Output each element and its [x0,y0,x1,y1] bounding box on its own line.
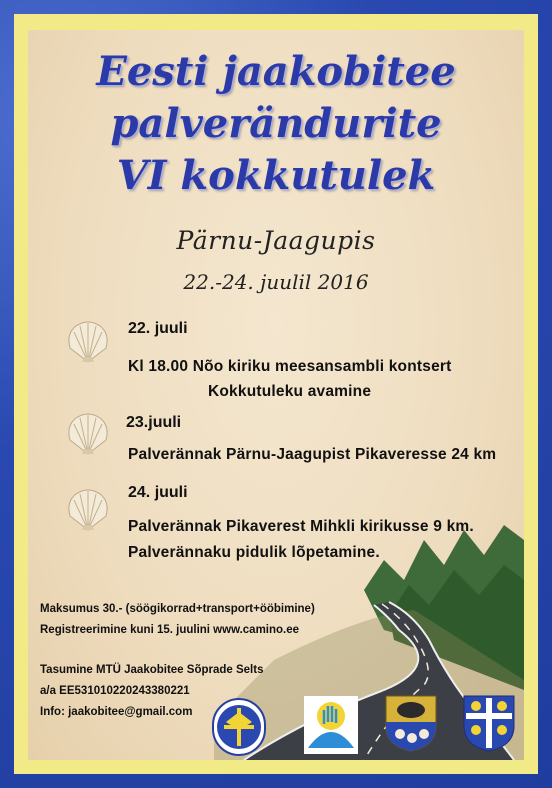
shell-emblem-logo [212,698,266,756]
account-text: a/a EE531010220243380221 [40,685,190,697]
place-name: Pärnu-Jaagupis [176,226,376,255]
registration-text: Registreerimine kuni 15. juulini www.camino.ee [40,624,300,636]
program-line: Palverännak Pärnu-Jaagupist Pikaveresse 24 km [128,446,497,463]
email-text: Info: jaakobitee@gmail.com [40,706,193,718]
program-line: Kl 18.00 Nõo kiriku meesansambli kontsert [128,358,452,375]
title-line-2: palverändurite [110,100,442,147]
program-line: Kokkutuleku avamine [208,383,372,400]
scallop-shell-icon [64,410,112,456]
title-line-3: VI kokkutulek [116,152,436,199]
payment-text: Tasumine MTÜ Jaakobitee Sõprade Selts [40,664,264,676]
scallop-shell-icon [64,318,112,364]
event-dates: 22.-24. juulil 2016 [183,270,369,294]
program-line: Palverännak Pikaverest Mihkli kirikusse 9 km. [128,518,474,535]
cross-shell-logo [462,694,516,752]
program-line: Palverännaku pidulik lõpetamine. [128,544,380,561]
poster-title [40,46,512,202]
hand-emblem-logo [304,696,358,754]
coat-of-arms-logo [384,694,438,752]
day-label: 22. juuli [128,320,188,337]
scallop-shell-icon [64,486,112,532]
title-line-1: Eesti jaakobitee [96,48,456,95]
day-label: 24. juuli [128,484,188,501]
price-text: Maksumus 30.- (söögikorrad+transport+ööbimine) [40,603,315,615]
day-label: 23.juuli [126,414,182,431]
